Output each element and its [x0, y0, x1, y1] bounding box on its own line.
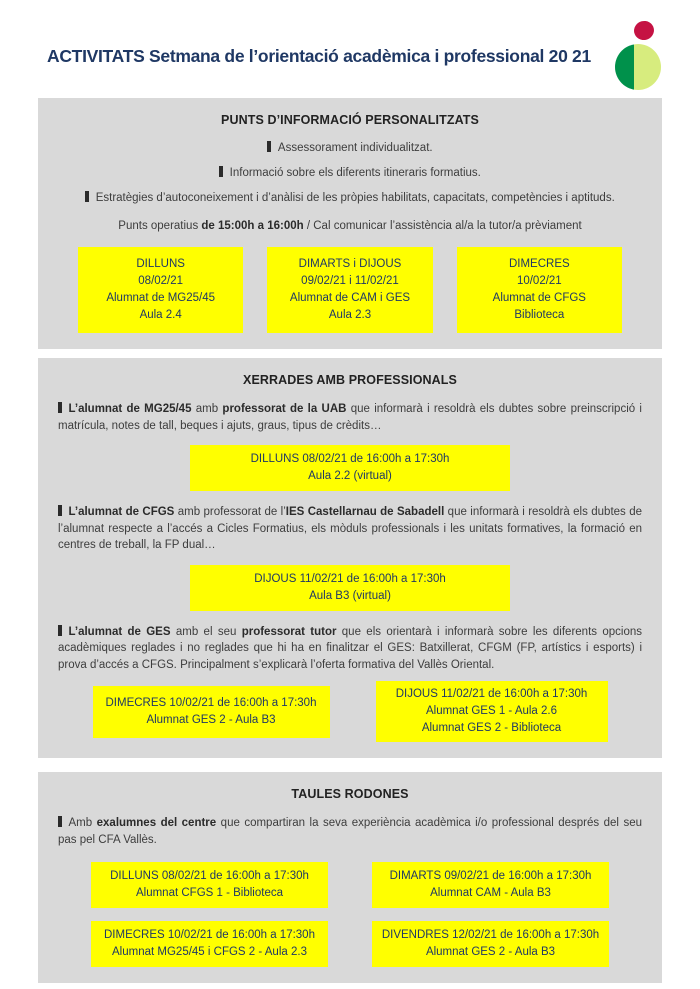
paragraph-text: amb — [191, 403, 223, 415]
highlight-box-taules-dimecres — [91, 921, 328, 967]
info-box-line: 09/02/21 i 11/02/21 — [301, 275, 399, 287]
highlight-box-line: DIVENDRES 12/02/21 de 16:00h a 17:30h — [381, 929, 600, 941]
bullet-item — [58, 141, 642, 154]
section-punts-title: PUNTS D’INFORMACIÓ PERSONALITZATS — [221, 113, 479, 127]
paragraph-text: amb el seu — [170, 625, 242, 638]
info-box-line: Alumnat de CFGS — [492, 292, 586, 304]
paragraph-bold: professorat tutor — [241, 625, 337, 638]
bullet-bar-icon — [58, 505, 62, 516]
highlight-box-line: DIJOUS 11/02/21 de 16:00h a 17:30h — [254, 572, 446, 585]
paragraph-ges — [58, 624, 642, 674]
schedule-note — [58, 220, 642, 232]
bullet-text: Assessorament individualitzat. — [277, 142, 433, 154]
paragraph-text: amb professorat de l’ — [174, 506, 286, 518]
section-punts-informacio — [38, 98, 662, 349]
highlight-box-taules-dilluns — [91, 862, 328, 908]
info-box-dilluns — [78, 247, 243, 333]
highlight-box-ges-dijous — [376, 681, 608, 742]
bullet-text: Estratègies d’autoconeixement i d’anàlisi de les pròpies habilitats, capacitats, competències i aptituds. — [95, 192, 615, 204]
bullet-bar-icon — [58, 816, 62, 827]
info-box-line: 08/02/21 — [138, 275, 184, 287]
highlight-box-line: Aula B3 (virtual) — [309, 589, 391, 602]
note-hours: de 15:00h a 16:00h — [201, 220, 304, 232]
info-box-line: Aula 2.4 — [139, 309, 182, 321]
note-text: / Cal comunicar l’assistència al/a la tutor/a prèviament — [303, 220, 582, 232]
paragraph-text: que informarà i resoldrà els dubtes sobre preinscripció i matrícula, notes de tall, beques i ajuts, graus, tipus de crèdits… — [58, 403, 642, 432]
highlight-box-line: Alumnat GES 1 - Aula 2.6 — [425, 705, 558, 717]
highlight-box-line: Aula 2.2 (virtual) — [308, 470, 392, 482]
info-box-line: Biblioteca — [514, 309, 565, 321]
info-box-line: Alumnat de MG25/45 — [106, 292, 215, 304]
info-box-line: DIMARTS i DIJOUS — [298, 258, 402, 270]
logo-dot-icon — [632, 19, 656, 42]
school-logo — [615, 20, 662, 92]
info-box-line: Alumnat de CAM i GES — [289, 292, 411, 304]
highlight-box-line: Alumnat GES 2 - Aula B3 — [425, 946, 556, 958]
bullet-text: Informació sobre els diferents itineraris formatius. — [229, 167, 481, 179]
paragraph-bold: professorat de la UAB — [222, 403, 347, 415]
paragraph-text: que informarà i resoldrà els dubtes de l’alumnat respecte a l’accés a Cicles Formatius, els mòduls professionals i les unitats formatives, la formació en centres de treball, la FP dual… — [58, 506, 642, 551]
bullet-bar-icon — [58, 402, 62, 413]
highlight-box-taules-divendres — [372, 921, 609, 967]
highlight-box-line: Alumnat GES 2 - Biblioteca — [421, 722, 562, 734]
paragraph-bold: L’alumnat de CFGS — [68, 506, 175, 518]
info-box-dimecres — [457, 247, 622, 333]
info-box-line: Aula 2.3 — [328, 309, 372, 321]
paragraph-bold: L’alumnat de MG25/45 — [68, 403, 192, 415]
info-box-line: DIMECRES — [508, 258, 570, 270]
highlight-box-line: DIJOUS 11/02/21 de 16:00h a 17:30h — [395, 688, 588, 700]
highlight-box-uab — [190, 445, 510, 491]
section-xerrades-title: XERRADES AMB PROFESSIONALS — [243, 373, 457, 387]
bullet-item — [58, 166, 642, 179]
note-text: Punts operatius — [118, 220, 202, 232]
info-box-line: 10/02/21 — [516, 275, 562, 287]
highlight-box-line: DILLUNS 08/02/21 de 16:00h a 17:30h — [110, 870, 309, 882]
highlight-box-line: DIMARTS 09/02/21 de 16:00h a 17:30h — [389, 870, 592, 882]
taules-box-grid — [58, 862, 642, 967]
paragraph-taules — [58, 815, 642, 848]
highlight-box-line: Alumnat MG25/45 i CFGS 2 - Aula 2.3 — [112, 946, 307, 958]
highlight-box-line: DIMECRES 10/02/21 de 16:00h a 17:30h — [104, 929, 315, 941]
info-box-line: DILLUNS — [136, 258, 185, 270]
section-taules-rodones — [38, 772, 662, 983]
highlight-box-line: DILLUNS 08/02/21 de 16:00h a 17:30h — [250, 453, 450, 465]
paragraph-cfgs — [58, 504, 642, 554]
highlight-box-line: DIMECRES 10/02/21 de 16:00h a 17:30h — [105, 696, 317, 709]
paragraph-text: que els orientarà i informarà sobre les diferents opcions acadèmiques reglades i no reglades que hi ha en finalitzar el GES: Batxillerat, CFGM (FP, artístics i esports) i prova d’accés a CFGS. Principalment s’explicarà l’oferta formativa del Vallès Oriental. — [58, 625, 642, 671]
bullet-item — [58, 191, 642, 204]
highlight-box-cfgs — [190, 565, 510, 611]
paragraph-bold: IES Castellarnau de Sabadell — [285, 506, 445, 518]
highlight-box-taules-dimarts — [372, 862, 609, 908]
paragraph-text: que compartiran la seva experiència acadèmica i/o professional després del seu pas pel CFA Vallès. — [58, 817, 642, 846]
bullet-bar-icon — [267, 141, 271, 152]
bullet-bar-icon — [85, 191, 89, 202]
highlight-box-line: Alumnat GES 2 - Aula B3 — [146, 713, 276, 726]
page-title: ACTIVITATS Setmana de l’orientació acadèmica i professional 20 21 — [47, 46, 591, 66]
paragraph-uab — [58, 401, 642, 434]
paragraph-bold: exalumnes del centre — [96, 817, 217, 829]
paragraph-bold: L’alumnat de GES — [68, 625, 171, 638]
highlight-box-line: Alumnat CAM - Aula B3 — [430, 887, 551, 899]
section-taules-title: TAULES RODONES — [291, 787, 409, 801]
info-box-row — [58, 247, 642, 333]
paragraph-text: Amb — [68, 817, 97, 829]
info-box-dimarts-dijous — [267, 247, 432, 333]
section-xerrades — [38, 358, 662, 758]
header — [0, 0, 700, 98]
ges-box-row — [58, 681, 642, 742]
highlight-box-line: Alumnat CFGS 1 - Biblioteca — [135, 887, 283, 899]
highlight-box-ges-dimecres — [93, 686, 330, 738]
bullet-bar-icon — [219, 166, 223, 177]
bullet-bar-icon — [58, 625, 62, 636]
logo-circle-icon — [615, 44, 661, 90]
